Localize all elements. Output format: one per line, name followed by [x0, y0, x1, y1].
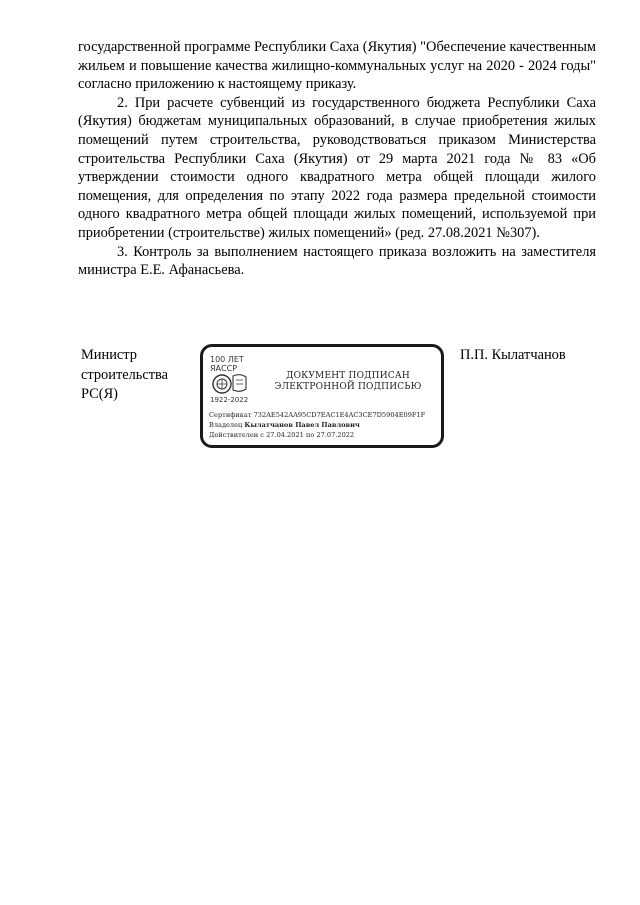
certificate-label: Сертификат [209, 411, 252, 419]
electronic-signature-stamp [200, 344, 444, 448]
valid-to-date: 27.07.2022 [316, 431, 355, 440]
logo-text-line: ЯАССР [210, 364, 238, 373]
paragraph-1: государственной программе Республики Саха (Якутия) "Обеспечение качественным жильем и повышение качества жилищно-коммунальных услуг на 2020 - 2024 годы" согласно приложению к настоящему приказу. [78, 39, 596, 93]
valid-from-date: 27.04.2021 [266, 431, 304, 440]
owner-label: Владелец [209, 421, 243, 430]
validity-row [209, 430, 441, 440]
paragraph-3: 3. Контроль за выполнением настоящего приказа возложить на заместителя министра Е.Е. Афанасьева. [78, 243, 596, 279]
anniversary-logo-icon [208, 353, 260, 405]
signature-block [78, 344, 598, 454]
valid-to-prefix: по [305, 431, 315, 440]
logo-text-line: 100 ЛЕТ [210, 355, 244, 364]
owner-row [209, 420, 441, 430]
stamp-heading-line: ЭЛЕКТРОННОЙ ПОДПИСЬЮ [274, 382, 422, 392]
stamp-heading [263, 371, 433, 393]
document-body [78, 38, 596, 280]
position-line: Министр [81, 347, 137, 363]
valid-from-prefix: с [260, 431, 264, 440]
position-line: РС(Я) [81, 386, 118, 402]
stamp-heading-line: ДОКУМЕНТ ПОДПИСАН [286, 371, 410, 381]
position-line: строительства [81, 366, 169, 383]
stamp-details [209, 410, 441, 441]
paragraph-2: 2. При расчете субвенций из государственного бюджета Республики Саха (Якутия) бюджетам муниципальных образований, в случае приобретения жилых помещений путем строительства, руководствоваться приказом Министерства строительства Республики Саха (Якутия) от 29 марта 2021 года № 83 «Об утверждении стоимости одного квадратного метра общей площади жилого помещения, для определения по этапу 2022 года размера предельной стоимости одного квадратного метра общей площади жилых помещений, используемой при приобретении (строительстве) жилых помещений» (ред. 27.08.2021 №307). [78, 94, 596, 241]
certificate-row [209, 410, 441, 420]
signer-position [81, 346, 181, 405]
validity-label: Действителен [209, 431, 259, 440]
signer-name: П.П. Кылатчанов [460, 347, 566, 363]
owner-value: Кылатчанов Павел Павлович [244, 421, 360, 430]
logo-text-line: 1922-2022 [210, 396, 249, 404]
certificate-value: 732AE542AA95CD7EAC1E4AC3CE7D5904E09F1F [253, 411, 426, 419]
